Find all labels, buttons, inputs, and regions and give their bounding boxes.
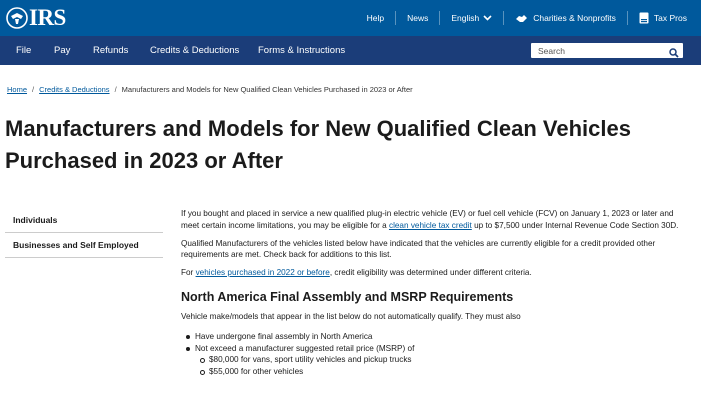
charities-nonprofits-link[interactable] [515, 13, 616, 24]
main-navigation [0, 36, 701, 65]
breadcrumb-home-link[interactable]: Home [7, 85, 28, 94]
nav-item-pay[interactable]: Pay [54, 45, 71, 56]
prior-vehicles-paragraph [181, 267, 691, 279]
prior-text-end: , credit eligibility was determined under different criteria. [329, 268, 532, 278]
search-button[interactable] [669, 45, 679, 63]
tax-pros-link[interactable] [639, 12, 687, 24]
prior-text: For [181, 268, 196, 278]
sidebar-item-businesses[interactable]: Businesses and Self Employed [5, 233, 163, 258]
page-title: Manufacturers and Models for New Qualified Clean Vehicles Purchased in 2023 or After [5, 116, 631, 173]
sidebar-nav [5, 208, 163, 258]
nav-item-refunds[interactable]: Refunds [93, 45, 129, 56]
list-item [181, 331, 691, 343]
top-header-bar [0, 0, 701, 36]
search-box [531, 43, 683, 58]
intro-text-end: up to $7,500 under Internal Revenue Code Section 30D. [471, 220, 679, 230]
list-item [181, 343, 691, 378]
section-heading: North America Final Assembly and MSRP Requirements [181, 289, 514, 304]
divider [439, 11, 440, 25]
divider [395, 11, 396, 25]
msrp-sublist [195, 354, 691, 378]
list-item [195, 366, 691, 378]
requirements-list [181, 331, 691, 378]
id-card-icon [639, 12, 649, 24]
bullet [200, 370, 205, 375]
list-item-text: $55,000 for other vehicles [209, 367, 304, 377]
irs-logo[interactable] [6, 5, 66, 31]
list-item-text: Have undergone final assembly in North America [195, 331, 373, 341]
intro-text: If you bought and placed in service a new qualified plug-in electric vehicle (EV) or fuel cell vehicle (FCV) on January 1, 2023 or later and meet certain income limitations, you may be eligible for a [181, 209, 674, 230]
divider [503, 11, 504, 25]
breadcrumb-separator: / [114, 85, 117, 94]
breadcrumb [7, 85, 413, 94]
chevron-down-icon [483, 15, 492, 21]
news-link[interactable]: News [407, 13, 429, 23]
language-label: English [451, 13, 480, 23]
divider [627, 11, 628, 25]
language-selector[interactable] [451, 13, 492, 23]
bullet [200, 358, 205, 363]
sidebar-item-individuals[interactable]: Individuals [5, 208, 163, 233]
breadcrumb-credits-link[interactable]: Credits & Deductions [39, 85, 110, 94]
bullet [186, 347, 190, 351]
nav-item-forms-instructions[interactable]: Forms & Instructions [258, 45, 346, 56]
intro-paragraph [181, 208, 691, 232]
list-item-text: $80,000 for vans, sport utility vehicles and pickup trucks [209, 355, 412, 365]
breadcrumb-separator: / [32, 85, 35, 94]
search-input[interactable] [531, 43, 666, 58]
eagle-icon [6, 6, 28, 30]
charities-label: Charities & Nonprofits [533, 13, 616, 23]
vehicles-2022-link[interactable]: vehicles purchased in 2022 or before [195, 268, 330, 278]
handshake-icon [515, 13, 528, 24]
main-content [181, 208, 691, 378]
breadcrumb-current: Manufacturers and Models for New Qualified Clean Vehicles Purchased in 2023 or After [121, 85, 413, 94]
nav-item-file[interactable]: File [16, 45, 32, 56]
requirements-intro: Vehicle make/models that appear in the list below do not automatically qualify. They must also [181, 311, 521, 321]
list-item [195, 354, 691, 366]
bullet [186, 335, 190, 339]
search-icon [669, 48, 679, 58]
tax-pros-label: Tax Pros [653, 13, 687, 23]
manufacturers-paragraph: Qualified Manufacturers of the vehicles listed below have indicated that the vehicles are currently eligible for a credit provided other requirements are met. Check back for additions to this list. [181, 238, 656, 260]
logo-text: IRS [29, 5, 66, 30]
clean-vehicle-tax-credit-link[interactable]: clean vehicle tax credit [388, 220, 472, 230]
nav-item-credits-deductions[interactable]: Credits & Deductions [150, 45, 240, 56]
help-link[interactable]: Help [366, 13, 385, 23]
list-item-text: Not exceed a manufacturer suggested retail price (MSRP) of [195, 343, 415, 353]
